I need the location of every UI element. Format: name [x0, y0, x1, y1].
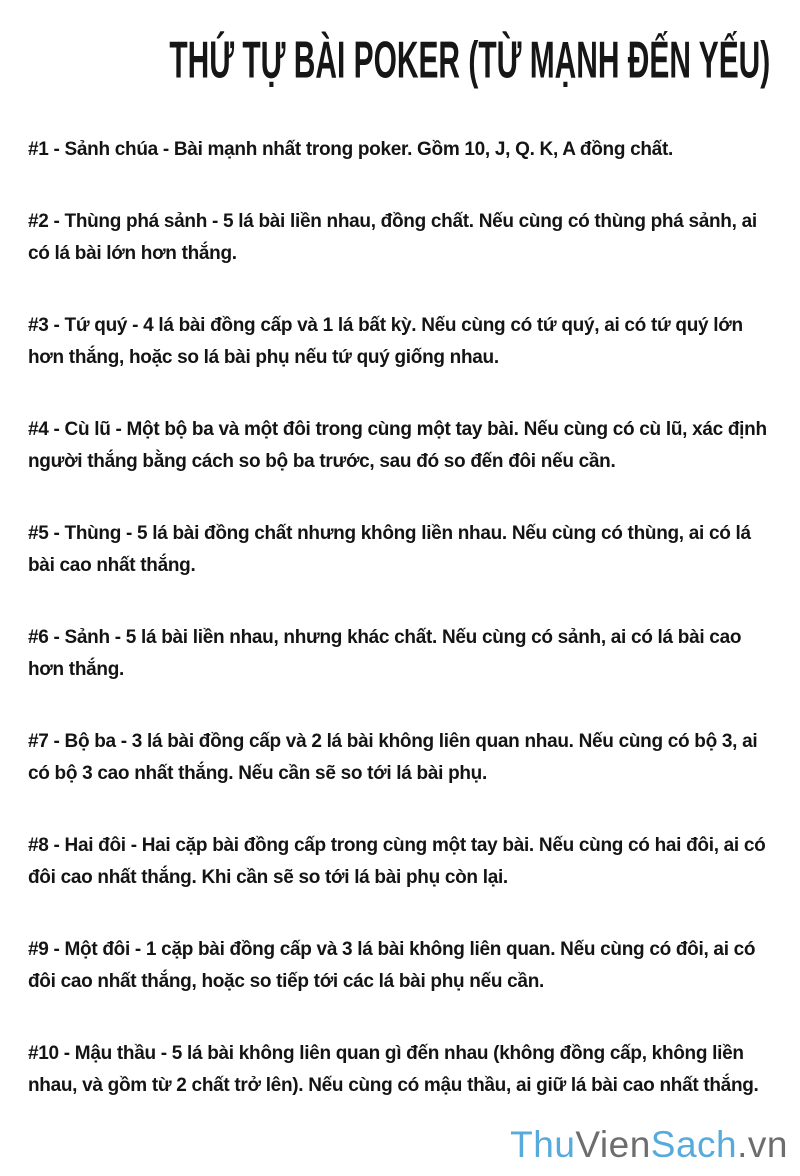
- hand-rank-item-1: #1 - Sảnh chúa - Bài mạnh nhất trong poker. Gồm 10, J, Q. K, A đồng chất.: [28, 139, 673, 160]
- hand-rank-item-6: #6 - Sảnh - 5 lá bài liền nhau, nhưng khác chất. Nếu cùng có sảnh, ai có lá bài cao hơn thắng.: [28, 627, 742, 680]
- page-title-wrap: [28, 31, 772, 90]
- hand-rank-item-10: #10 - Mậu thầu - 5 lá bài không liên quan gì đến nhau (không đồng cấp, không liền nhau, và gồm từ 2 chất trở lên). Nếu cùng có mậu thầu, ai giữ lá bài cao nhất thắng.: [28, 1043, 759, 1096]
- watermark: [510, 1124, 788, 1166]
- watermark-segment-sach: Sach: [650, 1124, 738, 1165]
- watermark-segment-vien: Vien: [575, 1124, 651, 1165]
- hand-rank-list: [28, 134, 772, 1102]
- hand-rank-item-4: #4 - Cù lũ - Một bộ ba và một đôi trong cùng một tay bài. Nếu cùng có cù lũ, xác định người thắng bằng cách so bộ ba trước, sau đó so đến đôi nếu cần.: [28, 419, 767, 472]
- page-title: THỨ TỰ BÀI POKER (TỪ MẠNH ĐẾN YẾU): [169, 31, 771, 90]
- watermark-segment-vn: .vn: [737, 1124, 788, 1165]
- watermark-segment-thu: Thu: [510, 1124, 576, 1165]
- hand-rank-item-7: #7 - Bộ ba - 3 lá bài đồng cấp và 2 lá bài không liên quan nhau. Nếu cùng có bộ 3, ai có bộ 3 cao nhất thắng. Nếu cần sẽ so tới lá bài phụ.: [28, 731, 758, 784]
- hand-rank-item-3: #3 - Tứ quý - 4 lá bài đồng cấp và 1 lá bất kỳ. Nếu cùng có tứ quý, ai có tứ quý lớn hơn thắng, hoặc so lá bài phụ nếu tứ quý giống nhau.: [28, 315, 743, 368]
- hand-rank-item-9: #9 - Một đôi - 1 cặp bài đồng cấp và 3 lá bài không liên quan. Nếu cùng có đôi, ai có đôi cao nhất thắng, hoặc so tiếp tới các lá bài phụ nếu cần.: [28, 939, 756, 992]
- hand-rank-item-2: #2 - Thùng phá sảnh - 5 lá bài liền nhau, đồng chất. Nếu cùng có thùng phá sảnh, ai có lá bài lớn hơn thắng.: [28, 211, 757, 264]
- hand-rank-item-8: #8 - Hai đôi - Hai cặp bài đồng cấp trong cùng một tay bài. Nếu cùng có hai đôi, ai có đôi cao nhất thắng. Khi cần sẽ so tới lá bài phụ còn lại.: [28, 835, 766, 888]
- hand-rank-item-5: #5 - Thùng - 5 lá bài đồng chất nhưng không liền nhau. Nếu cùng có thùng, ai có lá bài cao nhất thắng.: [28, 523, 751, 576]
